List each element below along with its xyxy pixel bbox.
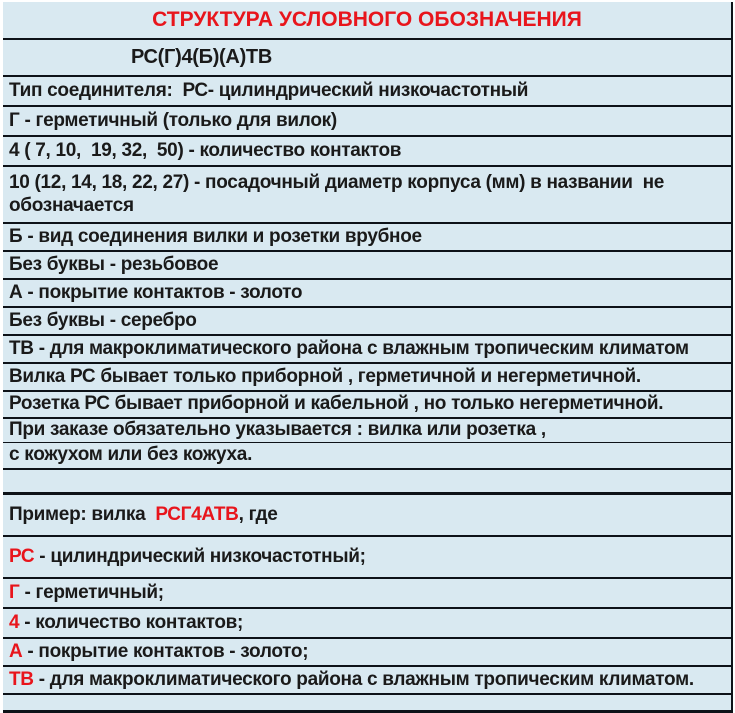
row-text bbox=[9, 254, 725, 276]
text-segment: Г - герметичный (только для вилок) bbox=[9, 109, 337, 131]
row-text bbox=[152, 8, 582, 33]
row-text bbox=[9, 504, 725, 526]
socket-note-row bbox=[3, 392, 731, 419]
row-text bbox=[9, 612, 725, 634]
text-segment: ТВ - для макроклиматического района с влажным тропическим климатом bbox=[9, 337, 689, 359]
example-rs-row bbox=[3, 537, 731, 579]
text-segment: Пример: вилка bbox=[9, 503, 156, 525]
text-segment: - для макроклиматического района с влажным тропическим климатом. bbox=[33, 668, 694, 690]
text-segment: При заказе обязательно указывается : вилка или розетка , bbox=[9, 419, 546, 441]
title-row bbox=[3, 2, 731, 40]
text-segment: Тип соединителя: РС- цилиндрический низкочастотный bbox=[9, 79, 529, 101]
connector-type-row bbox=[3, 77, 731, 107]
text-segment: 4 ( 7, 10, 19, 32, 50) - количество контактов bbox=[9, 139, 402, 161]
text-segment: Без буквы - серебро bbox=[9, 309, 197, 331]
code-highlight: 4 bbox=[9, 611, 20, 633]
text-segment: - герметичный; bbox=[19, 581, 164, 603]
text-segment: Розетка РС бывает приборной и кабельной , но только негерметичной. bbox=[9, 393, 664, 415]
text-segment: РС(Г)4(Б)(А)ТВ bbox=[131, 45, 272, 68]
designation-structure-table bbox=[3, 2, 733, 713]
code-highlight: РС bbox=[9, 545, 35, 567]
row-text bbox=[131, 46, 725, 70]
text-segment: Без буквы - резьбовое bbox=[9, 253, 219, 275]
cover-note-row bbox=[3, 443, 731, 470]
row-text bbox=[9, 338, 725, 360]
row-text bbox=[9, 444, 725, 466]
text-segment: 10 (12, 14, 18, 22, 27) - посадочный диаметр корпуса (мм) в названии не обозначается bbox=[9, 172, 670, 216]
text-segment: Б - вид соединения вилки и розетки врубное bbox=[9, 225, 422, 247]
example-4-row bbox=[3, 609, 731, 639]
row-text bbox=[9, 226, 725, 248]
contacts-count-row bbox=[3, 137, 731, 167]
text-segment: А - покрытие контактов - золото bbox=[9, 281, 303, 303]
code-highlight: РСГ4АТВ bbox=[155, 503, 239, 525]
threaded-row bbox=[3, 252, 731, 280]
designation-code-row bbox=[3, 40, 731, 77]
tropical-climate-row bbox=[3, 336, 731, 364]
row-text bbox=[9, 172, 725, 217]
example-row bbox=[3, 495, 731, 537]
text-segment: - количество контактов; bbox=[19, 611, 244, 633]
row-text bbox=[9, 546, 725, 568]
row-text bbox=[9, 80, 725, 102]
gold-plating-row bbox=[3, 280, 731, 308]
hermetic-row bbox=[3, 107, 731, 137]
row-text bbox=[9, 140, 725, 162]
text-segment: , где bbox=[238, 503, 278, 525]
silver-plating-row bbox=[3, 308, 731, 336]
row-text bbox=[9, 310, 725, 332]
row-text bbox=[9, 366, 725, 388]
mounting-diameter-row bbox=[3, 167, 731, 224]
code-highlight: ТВ bbox=[9, 668, 34, 690]
row-text bbox=[9, 110, 725, 132]
text-segment: СТРУКТУРА УСЛОВНОГО ОБОЗНАЧЕНИЯ bbox=[152, 7, 582, 31]
row-text bbox=[9, 641, 725, 663]
row-text bbox=[9, 582, 725, 604]
text-segment: - цилиндрический низкочастотный; bbox=[34, 545, 366, 567]
row-text bbox=[9, 393, 725, 415]
tail-spacer-row bbox=[3, 695, 731, 710]
example-g-row bbox=[3, 579, 731, 609]
code-highlight: Г bbox=[9, 581, 20, 603]
example-a-row bbox=[3, 639, 731, 667]
row-text bbox=[9, 282, 725, 304]
plug-note-row bbox=[3, 364, 731, 392]
text-segment: с кожухом или без кожуха. bbox=[9, 444, 253, 466]
row-text bbox=[9, 669, 725, 691]
code-highlight: А bbox=[9, 640, 23, 662]
plug-connection-row bbox=[3, 224, 731, 252]
example-tv-row bbox=[3, 667, 731, 695]
text-segment: Вилка РС бывает только приборной , герметичной и негерметичной. bbox=[9, 365, 641, 387]
order-note-row bbox=[3, 419, 731, 443]
spacer-row bbox=[3, 470, 731, 495]
text-segment: - покрытие контактов - золото; bbox=[22, 640, 309, 662]
row-text bbox=[9, 419, 725, 441]
